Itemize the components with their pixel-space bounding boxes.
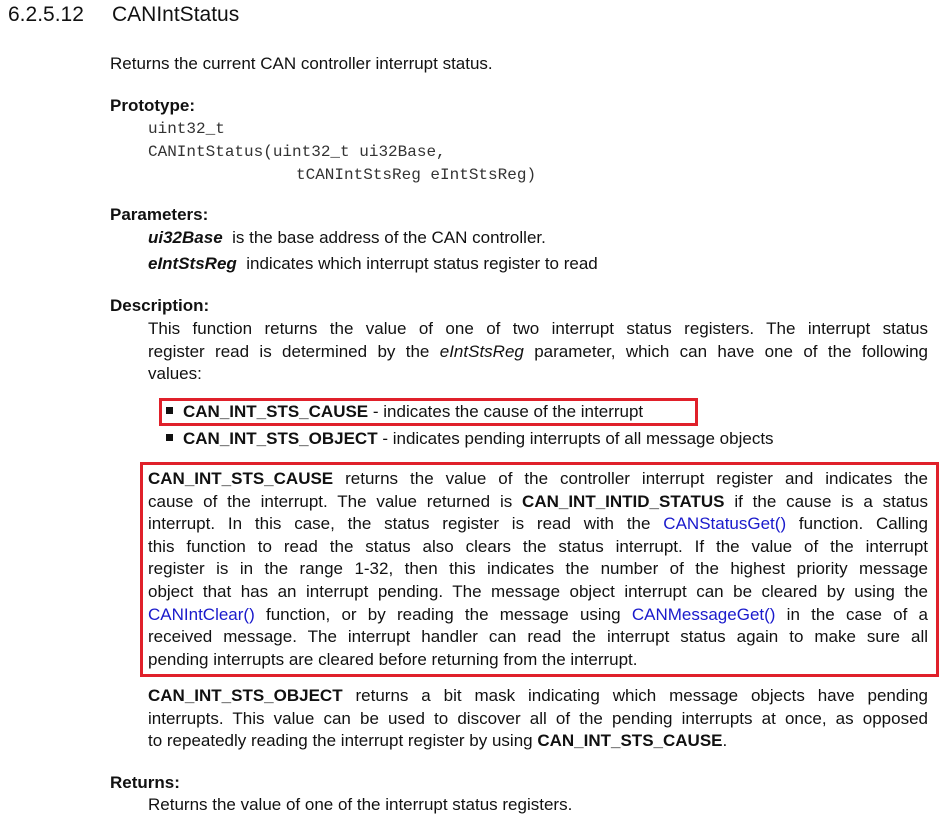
bullet-item xyxy=(166,429,774,449)
section-heading xyxy=(8,3,239,27)
parameter-description: indicates which interrupt status register to read xyxy=(246,254,598,273)
parameters-label: Parameters: xyxy=(110,205,209,224)
text-line: CAN_INT_STS_OBJECT returns a bit mask indicating which message objects have pending xyxy=(148,686,928,705)
parameter-name: eIntStsReg xyxy=(148,254,237,273)
text-line: to repeatedly reading the interrupt register by using CAN_INT_STS_CAUSE. xyxy=(148,731,728,751)
bullet-text: - indicates the cause of the interrupt xyxy=(368,402,644,421)
description-label: Description: xyxy=(110,296,210,315)
text-line: register read is determined by the eIntStsReg parameter, which can have one of the following xyxy=(148,341,929,361)
bullet-square-icon xyxy=(166,434,173,441)
text-line: CAN_INT_STS_CAUSE returns the value of the controller interrupt register and indicates the xyxy=(148,469,928,488)
canintclear-link[interactable]: CANIntClear() xyxy=(148,604,255,624)
function-summary: Returns the current CAN controller interrupt status. xyxy=(110,54,493,73)
text-line: register is in the range 1-32, then this indicates the number of the highest priority message xyxy=(148,559,928,579)
text-line: pending interrupts are cleared before returning from the interrupt. xyxy=(148,649,638,669)
text-line: This function returns the value of one of two interrupt status registers. The interrupt status xyxy=(148,319,928,338)
text-line: values: xyxy=(148,364,202,384)
returns-text: Returns the value of one of the interrupt status registers. xyxy=(148,795,573,814)
highlight-box-bullet xyxy=(159,398,698,426)
description-intro xyxy=(148,318,928,386)
text-line: interrupts. This value can be used to discover all of the pending interrupts at once, as opposed xyxy=(148,708,928,728)
text-line: this function to read the status also clears the status interrupt. If the value of the interrupt xyxy=(148,536,928,556)
bullet-text: - indicates pending interrupts of all message objects xyxy=(377,429,774,448)
parameter-item xyxy=(148,254,598,274)
canmessageget-link[interactable]: CANMessageGet() xyxy=(631,604,776,624)
text-line: received message. The interrupt handler can read the interrupt status again to make sure all xyxy=(148,627,928,647)
bullet-constant: CAN_INT_STS_OBJECT xyxy=(183,429,378,448)
bullet-constant: CAN_INT_STS_CAUSE xyxy=(183,402,369,421)
prototype-signature: CANIntStatus(uint32_t ui32Base, xyxy=(148,143,446,161)
text-line: cause of the interrupt. The value returned is CAN_INT_INTID_STATUS if the cause is a status xyxy=(148,491,928,511)
text-line: object that has an interrupt pending. The message object interrupt can be cleared by using the xyxy=(148,581,928,601)
parameter-description: is the base address of the CAN controller. xyxy=(232,228,546,247)
prototype-param-continuation: tCANIntStsReg eIntStsReg) xyxy=(296,166,537,184)
canstatusget-link[interactable]: CANStatusGet() xyxy=(663,514,787,534)
text-line: CANIntClear() function, or by reading the message using CANMessageGet() in the case of a xyxy=(148,604,928,624)
highlight-box-paragraph xyxy=(140,462,939,677)
section-number: 6.2.5.12 xyxy=(8,3,84,26)
parameter-name: ui32Base xyxy=(148,228,223,247)
parameter-item xyxy=(148,228,546,248)
object-paragraph xyxy=(148,685,928,753)
param-reference: eIntStsReg xyxy=(439,341,524,361)
text-line: interrupt. In this case, the status register is read with the CANStatusGet() function. Calling xyxy=(148,514,928,534)
prototype-return-type: uint32_t xyxy=(148,120,225,138)
section-title: CANIntStatus xyxy=(112,3,240,26)
returns-label: Returns: xyxy=(110,773,180,792)
prototype-label: Prototype: xyxy=(110,96,195,115)
